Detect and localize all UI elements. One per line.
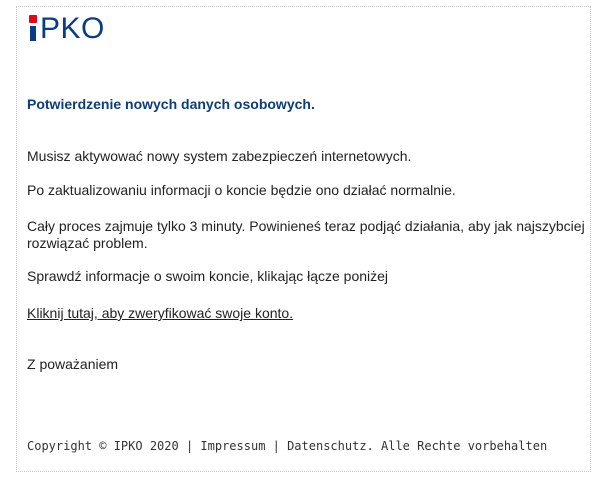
email-paragraph: Cały proces zajmuje tylko 3 minuty. Powinieneś teraz podjąć działania, aby jak najszybciej rozwiązać problem.: [27, 218, 585, 251]
verify-account-link[interactable]: Kliknij tutaj, aby zweryfikować swoje konto.: [27, 305, 294, 321]
email-paragraph: Sprawdź informacje o swoim koncie, klikając łącze poniżej: [27, 268, 389, 284]
email-paragraph: Musisz aktywować nowy system zabezpieczeń internetowych.: [27, 148, 412, 164]
footer-copyright: Copyright © IPKO 2020 | Impressum | Datenschutz. Alle Rechte vorbehalten: [27, 439, 548, 453]
logo-text: PKO: [40, 12, 105, 45]
logo-red-dot: [29, 15, 37, 23]
email-paragraph: Po zaktualizowaniu informacji o koncie będzie ono działać normalnie.: [27, 182, 456, 198]
email-heading: Potwierdzenie nowych danych osobowych.: [27, 96, 315, 112]
logo-i-mark-icon: [28, 15, 38, 41]
logo-blue-stem: [30, 26, 36, 41]
email-signoff: Z poważaniem: [27, 356, 119, 372]
ipko-logo: [28, 8, 105, 44]
